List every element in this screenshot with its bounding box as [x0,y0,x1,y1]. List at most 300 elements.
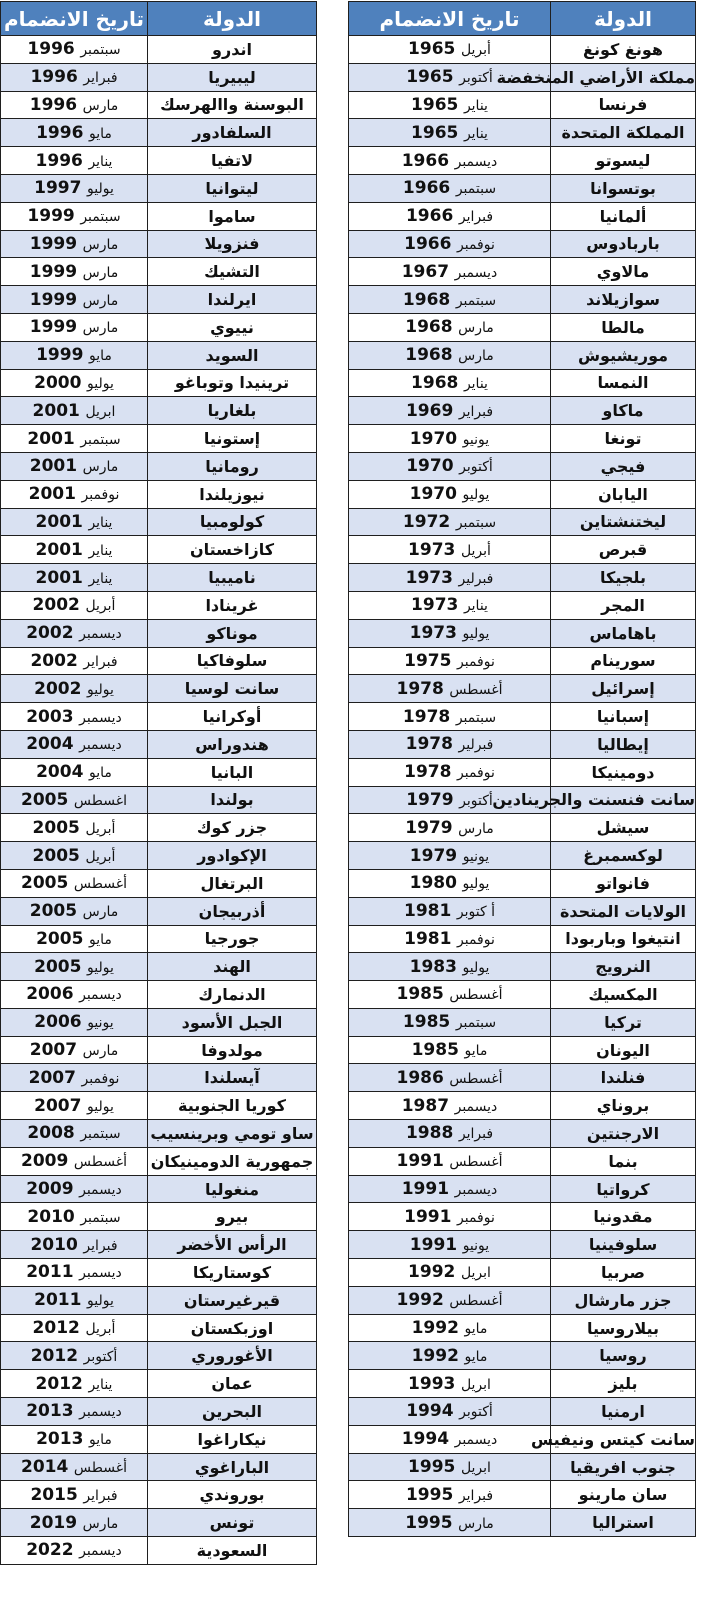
country-cell: استراليا [551,1509,696,1537]
country-cell: مولدوفا [148,1036,317,1064]
country-cell: منغوليا [148,1175,317,1203]
country-cell: كوستاريكا [148,1259,317,1287]
country-cell: السعودية [148,1537,317,1565]
month-text: مارس [82,1515,119,1532]
join-date [34,373,114,392]
date-cell [349,397,551,425]
date-cell [349,842,551,870]
date-cell [349,36,551,64]
date-cell [1,480,148,508]
year-text: 1973 [409,623,457,644]
date-cell [1,1314,148,1342]
date-cell [349,1481,551,1509]
table-row [349,619,696,647]
month-text: أكتوبر [83,1348,118,1365]
table-row [1,230,317,258]
join-date [403,290,496,309]
country-cell: إستونيا [148,425,317,453]
join-date [406,1485,493,1504]
month-text: يناير [88,1376,113,1393]
month-text: أ كتوبر [456,904,495,921]
month-text: يناير [88,514,113,531]
country-cell: إسرائيل [551,675,696,703]
date-cell [1,564,148,592]
year-text: 2011 [34,1290,82,1311]
month-text: أغسطس [73,1154,127,1171]
table-row [349,91,696,119]
join-date [404,651,495,670]
month-text: نوفمبر [457,236,495,253]
table-row [1,452,317,480]
year-text: 2009 [26,1179,74,1200]
month-text: يناير [88,570,113,587]
year-text: 2001 [28,484,76,505]
join-date [397,984,503,1003]
join-date [36,151,113,170]
date-cell [1,953,148,981]
join-date [408,39,491,58]
country-header: الدولة [148,2,317,36]
month-text: نوفمبر [457,931,495,948]
month-text: ديسمبر [454,1432,498,1449]
month-text: يوليو [87,959,114,976]
month-text: مارس [458,820,494,837]
table-row [349,1036,696,1064]
month-text: يونيو [462,431,490,448]
join-date [402,151,498,170]
year-text: 1981 [404,928,452,949]
date-cell [1,619,148,647]
date-cell [1,258,148,286]
table-row [1,814,317,842]
join-date [402,262,498,281]
year-text: 1995 [405,1484,454,1505]
join-date [26,984,122,1003]
date-cell [1,1175,148,1203]
join-date [402,1096,498,1115]
join-date [36,568,113,587]
date-cell [349,1509,551,1537]
date-cell [349,1175,551,1203]
year-text: 1968 [405,317,453,338]
join-date [36,512,113,531]
right-table [348,1,696,1537]
country-cell: التشيك [148,258,317,286]
month-text: مايو [464,1043,488,1060]
country-cell: ترينيدا وتوباغو [148,369,317,397]
date-cell [1,1120,148,1148]
table-row [349,564,696,592]
date-cell [349,1092,551,1120]
country-cell: ليختنشتاين [551,508,696,536]
join-date [405,1513,494,1532]
join-date [27,206,120,225]
year-text: 1994 [406,1401,454,1422]
country-cell: هونغ كونغ [551,36,696,64]
month-text: يوليو [462,487,490,504]
date-cell [1,981,148,1009]
country-cell: ناميبيا [148,564,317,592]
year-text: 2022 [26,1540,74,1561]
table-row [1,480,317,508]
country-cell: سورينام [551,647,696,675]
table-row [1,897,317,925]
country-cell: البانيا [148,758,317,786]
join-date [406,456,493,475]
date-cell [1,591,148,619]
year-text: 1970 [409,484,457,505]
year-text: 1979 [405,817,453,838]
join-date [410,873,490,892]
date-cell [1,286,148,314]
join-date [406,67,493,86]
table-row [349,1259,696,1287]
date-cell [349,174,551,202]
date-cell [349,147,551,175]
year-text: 2010 [27,1206,75,1227]
country-cell: اندرو [148,36,317,64]
year-text: 2001 [27,428,75,449]
table-row [1,1092,317,1120]
country-cell: الهند [148,953,317,981]
country-cell: كوريا الجنوبية [148,1092,317,1120]
country-cell: رومانيا [148,452,317,480]
join-date [30,262,119,281]
year-text: 1970 [409,428,458,449]
date-cell [349,1036,551,1064]
join-date [410,957,490,976]
join-date [30,1235,117,1254]
date-cell [1,425,148,453]
table-row [349,174,696,202]
join-date [405,818,494,837]
join-date [29,1068,120,1087]
year-text: 2019 [29,1512,78,1533]
country-cell: موريشيوش [551,341,696,369]
month-text: ابريل [460,1265,491,1282]
country-cell: سانت فنسنت والجرينادين [551,786,696,814]
join-date [21,873,127,892]
year-text: 2007 [28,1067,76,1088]
date-cell [1,147,148,175]
join-date [406,790,493,809]
table-row [349,1286,696,1314]
table-row [1,619,317,647]
join-date [27,1207,120,1226]
year-text: 2000 [34,372,82,393]
year-text: 2001 [29,456,78,477]
table-row [1,675,317,703]
date-cell [1,369,148,397]
year-text: 1996 [29,94,78,115]
year-text: 2008 [27,1123,75,1144]
country-cell: جمهورية الدومينيكان [148,1147,317,1175]
year-text: 1966 [404,233,452,254]
join-date [30,290,119,309]
join-date [30,651,117,670]
year-text: 1973 [408,539,456,560]
join-date [411,95,488,114]
join-date [33,595,116,614]
join-date [34,1290,114,1309]
join-date [410,429,489,448]
join-date [26,1401,122,1420]
table-row [1,647,317,675]
join-date [33,818,116,837]
join-date [27,1123,120,1142]
join-date [36,345,112,364]
month-text: مارس [82,1043,119,1060]
year-text: 1978 [402,706,451,727]
month-text: نوفمبر [81,1070,120,1087]
country-cell: نييوي [148,313,317,341]
month-text: سبتمبر [80,431,121,448]
year-text: 2001 [32,400,80,421]
table-row [349,897,696,925]
country-cell: نيكاراغوا [148,1425,317,1453]
year-text: 1985 [411,1040,459,1061]
date-cell [349,730,551,758]
year-text: 1969 [405,400,454,421]
country-cell: ارمنيا [551,1398,696,1426]
date-cell [1,1425,148,1453]
date-cell [1,1370,148,1398]
table-row [1,202,317,230]
year-text: 1965 [411,94,459,115]
year-text: 1965 [408,39,456,60]
year-text: 1973 [411,595,459,616]
month-text: يوليو [87,375,114,392]
join-date [403,178,496,197]
country-cell: إيطاليا [551,730,696,758]
country-cell: النرويج [551,953,696,981]
date-cell [1,730,148,758]
table-row [1,1203,317,1231]
country-cell: سانت لوسيا [148,675,317,703]
country-cell: فنزويلا [148,230,317,258]
month-text: فبرلير [458,570,494,587]
month-text: ديسمبر [454,1182,498,1199]
country-cell: تونغا [551,425,696,453]
month-text: ديسمبر [454,264,498,281]
date-cell [1,174,148,202]
table-row [349,480,696,508]
join-date [402,1179,498,1198]
date-cell [1,703,148,731]
month-text: ديسمبر [454,1098,498,1115]
month-text: يونيو [87,1015,114,1032]
month-text: يوليو [462,876,490,893]
table-row [1,1537,317,1565]
date-cell [349,1008,551,1036]
table-row [1,536,317,564]
year-text: 1968 [411,372,459,393]
join-date [397,1068,503,1087]
table-row [349,341,696,369]
table-row [1,258,317,286]
date-cell [349,1147,551,1175]
month-text: نوفمبر [457,653,495,670]
month-text: فبراير [458,1126,494,1143]
date-cell [349,1259,551,1287]
table-row [349,1481,696,1509]
table-row [1,591,317,619]
month-text: فبرلير [458,737,494,754]
table-row [349,842,696,870]
join-date [34,1012,113,1031]
year-text: 1987 [401,1095,450,1116]
date-cell [1,842,148,870]
table-row [349,147,696,175]
date-cell [349,480,551,508]
table-row [1,1175,317,1203]
country-cell: مملكة الأراضي المنخفضة [551,63,696,91]
date-cell [1,869,148,897]
join-date [403,1012,496,1031]
join-date [408,1374,491,1393]
year-text: 2007 [29,1040,78,1061]
month-text: مايو [89,125,112,142]
country-cell: سوازيلاند [551,286,696,314]
date-cell [1,1008,148,1036]
join-date [404,234,495,253]
date-cell [349,758,551,786]
join-date [410,484,490,503]
table-row [349,536,696,564]
month-text: أغسطس [449,1154,503,1171]
month-text: مايو [464,1348,488,1365]
month-text: سبتمبر [80,209,121,226]
month-text: أبريل [85,820,116,837]
country-cell: باهاماس [551,619,696,647]
header-row [1,2,317,36]
country-cell: هندوراس [148,730,317,758]
month-text: فبراير [458,403,494,420]
table-row [1,119,317,147]
year-text: 1997 [34,178,82,199]
table-row [349,1509,696,1537]
country-cell: اليابان [551,480,696,508]
country-cell: صربيا [551,1259,696,1287]
country-cell: تركيا [551,1008,696,1036]
country-cell: الدنمارك [148,981,317,1009]
year-text: 1991 [409,1234,458,1255]
year-text: 2002 [34,678,82,699]
month-text: ديسمبر [79,1182,122,1199]
date-cell [349,452,551,480]
year-text: 1992 [396,1290,444,1311]
date-cell [349,675,551,703]
date-cell [349,1398,551,1426]
date-cell [1,1342,148,1370]
date-cell [349,647,551,675]
month-text: ديسمبر [454,153,498,170]
month-text: نوفمبر [81,487,120,504]
year-text: 1992 [408,1262,456,1283]
month-text: اغسطس [73,792,127,809]
country-cell: جزر كوك [148,814,317,842]
country-cell: جنوب افريقيا [551,1453,696,1481]
country-cell: جورجيا [148,925,317,953]
month-text: مايو [464,1321,488,1338]
date-cell [349,230,551,258]
join-date [404,901,495,920]
year-text: 1970 [406,456,454,477]
year-text: 1978 [404,762,452,783]
date-cell [349,258,551,286]
country-cell: فانواتو [551,869,696,897]
table-row [1,1147,317,1175]
join-date [30,1513,119,1532]
date-cell [1,230,148,258]
table-row [349,508,696,536]
year-text: 1965 [406,67,454,88]
table-row [1,425,317,453]
month-text: مارس [82,292,119,309]
month-text: مارس [458,320,494,337]
table-row [349,1175,696,1203]
join-date [402,1429,498,1448]
country-cell: بيرو [148,1203,317,1231]
date-cell [1,786,148,814]
month-text: ديسمبر [79,626,122,643]
join-date [33,401,116,420]
country-cell: بروناي [551,1092,696,1120]
country-cell: الولايات المتحدة [551,897,696,925]
year-text: 1980 [409,873,457,894]
year-text: 1994 [401,1429,450,1450]
table-row [1,1481,317,1509]
table-row [349,925,696,953]
year-text: 2007 [34,1095,82,1116]
join-date [30,901,119,920]
join-date [397,1290,503,1309]
year-text: 2004 [36,762,84,783]
join-date [33,1318,116,1337]
year-text: 2015 [30,1484,78,1505]
year-text: 1991 [404,1206,452,1227]
year-text: 1986 [396,1067,444,1088]
date-cell [1,1398,148,1426]
table-row [1,786,317,814]
table-row [1,369,317,397]
join-date [36,540,113,559]
table-row [349,313,696,341]
date-cell [1,647,148,675]
country-cell: الجبل الأسود [148,1008,317,1036]
table-row [1,1286,317,1314]
table-row [1,925,317,953]
country-cell: المملكة المتحدة [551,119,696,147]
table-row [349,425,696,453]
year-text: 2001 [35,511,83,532]
year-text: 2012 [30,1345,79,1366]
table-row [1,1370,317,1398]
join-date [408,540,491,559]
join-date [21,790,127,809]
year-text: 1985 [402,1012,451,1033]
country-cell: بولندا [148,786,317,814]
date-cell [349,1064,551,1092]
table-row [1,703,317,731]
month-text: مارس [82,904,119,921]
date-cell [1,36,148,64]
date-cell [1,1092,148,1120]
join-date [27,39,120,58]
country-cell: فنلندا [551,1064,696,1092]
year-text: 2001 [35,567,83,588]
country-cell: ألمانيا [551,202,696,230]
